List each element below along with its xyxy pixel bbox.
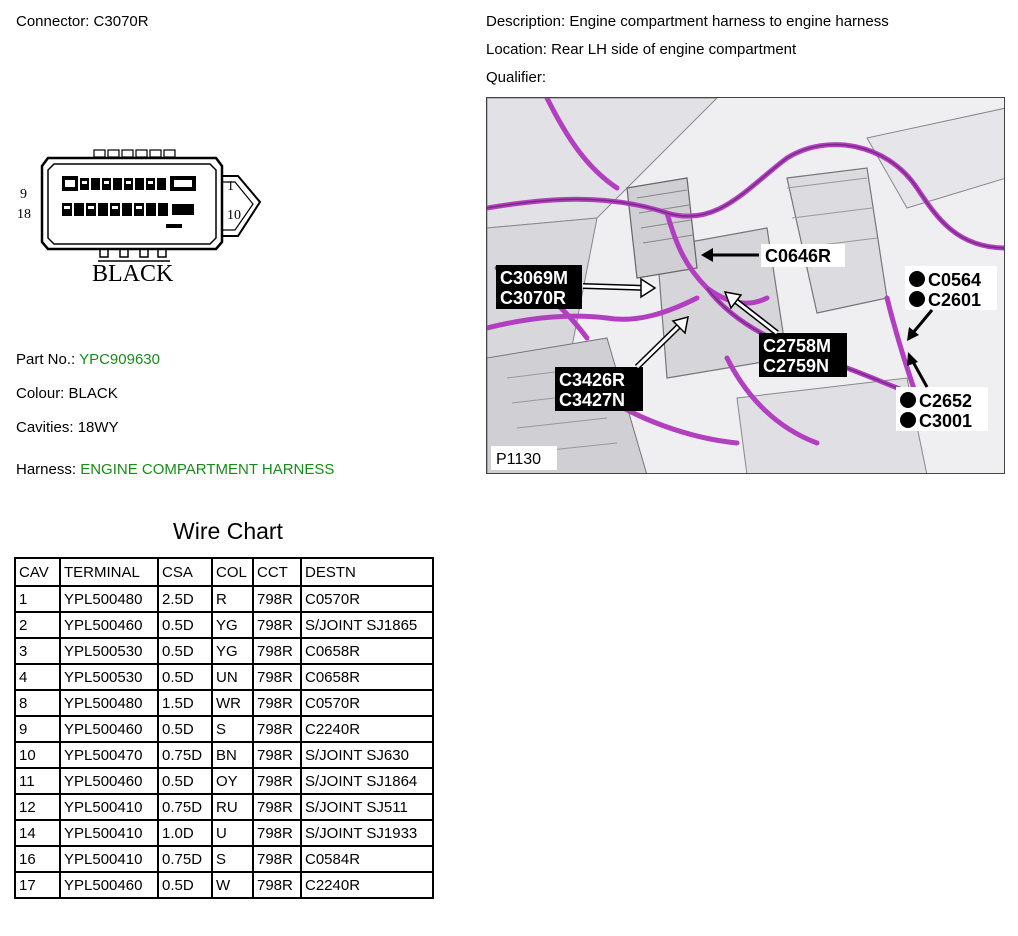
cell-cct: 798R xyxy=(253,612,301,638)
cell-destn: S/JOINT SJ511 xyxy=(301,794,433,820)
cell-destn: C0570R xyxy=(301,586,433,612)
cell-csa: 0.5D xyxy=(158,768,212,794)
cell-destn: S/JOINT SJ1933 xyxy=(301,820,433,846)
cell-cct: 798R xyxy=(253,716,301,742)
cell-col: RU xyxy=(212,794,253,820)
location-label: Location: xyxy=(486,41,547,58)
connector-value: C3070R xyxy=(93,13,149,30)
connector-face-drawing xyxy=(16,146,266,286)
colour-line xyxy=(16,385,118,402)
cell-cav: 3 xyxy=(15,638,60,664)
cell-cct: 798R xyxy=(253,820,301,846)
location-line xyxy=(486,41,796,58)
cell-cav: 11 xyxy=(15,768,60,794)
cell-col: R xyxy=(212,586,253,612)
cavities-value: 18WY xyxy=(77,419,119,436)
cell-terminal: YPL500460 xyxy=(60,768,158,794)
colour-value: BLACK xyxy=(68,385,118,402)
cell-cav: 17 xyxy=(15,872,60,898)
cell-terminal: YPL500410 xyxy=(60,820,158,846)
cell-terminal: YPL500460 xyxy=(60,612,158,638)
cell-csa: 0.5D xyxy=(158,872,212,898)
cell-destn: C0570R xyxy=(301,690,433,716)
callout-c2759n: C2759N xyxy=(763,356,830,376)
cell-terminal: YPL500470 xyxy=(60,742,158,768)
cell-col: OY xyxy=(212,768,253,794)
cell-cct: 798R xyxy=(253,638,301,664)
cell-destn: C0658R xyxy=(301,664,433,690)
cell-cct: 798R xyxy=(253,794,301,820)
cell-destn: C2240R xyxy=(301,872,433,898)
wire-chart-title: Wire Chart xyxy=(173,518,283,544)
col-header-col: COL xyxy=(212,558,253,586)
cell-cav: 14 xyxy=(15,820,60,846)
cell-cav: 9 xyxy=(15,716,60,742)
cell-csa: 0.75D xyxy=(158,794,212,820)
cell-cct: 798R xyxy=(253,872,301,898)
table-row xyxy=(15,742,433,768)
cell-csa: 0.5D xyxy=(158,612,212,638)
cell-terminal: YPL500410 xyxy=(60,794,158,820)
cell-col: U xyxy=(212,820,253,846)
cell-destn: C0658R xyxy=(301,638,433,664)
wire-chart-header-row xyxy=(15,558,433,586)
callout-c0646r: C0646R xyxy=(765,246,832,266)
col-header-cav: CAV xyxy=(15,558,60,586)
callout-c2758m: C2758M xyxy=(763,336,832,356)
part-no-line xyxy=(16,351,160,368)
cell-col: WR xyxy=(212,690,253,716)
harness-link[interactable]: ENGINE COMPARTMENT HARNESS xyxy=(80,461,335,478)
cell-csa: 1.5D xyxy=(158,690,212,716)
cell-col: W xyxy=(212,872,253,898)
table-row xyxy=(15,586,433,612)
cell-col: UN xyxy=(212,664,253,690)
callout-c3069m: C3069M xyxy=(500,268,569,288)
cell-destn: C2240R xyxy=(301,716,433,742)
cell-col: YG xyxy=(212,638,253,664)
cell-terminal: YPL500460 xyxy=(60,872,158,898)
harness-line xyxy=(16,461,334,478)
cell-cav: 16 xyxy=(15,846,60,872)
table-row xyxy=(15,638,433,664)
cell-cav: 2 xyxy=(15,612,60,638)
cell-cct: 798R xyxy=(253,586,301,612)
cell-col: YG xyxy=(212,612,253,638)
cell-destn: S/JOINT SJ1865 xyxy=(301,612,433,638)
cell-csa: 2.5D xyxy=(158,586,212,612)
cell-cct: 798R xyxy=(253,690,301,716)
cell-terminal: YPL500480 xyxy=(60,690,158,716)
connector-line xyxy=(16,13,149,30)
cell-terminal: YPL500530 xyxy=(60,638,158,664)
col-header-csa: CSA xyxy=(158,558,212,586)
table-row xyxy=(15,716,433,742)
callout-c2601: C2601 xyxy=(928,290,982,310)
cell-cct: 798R xyxy=(253,742,301,768)
cell-cct: 798R xyxy=(253,664,301,690)
wire-chart-table xyxy=(14,557,434,899)
description-value: Engine compartment harness to engine harness xyxy=(569,13,889,30)
cell-csa: 0.5D xyxy=(158,664,212,690)
photo-id: P1130 xyxy=(496,451,542,468)
cavities-label: Cavities: xyxy=(16,419,74,436)
cell-cav: 12 xyxy=(15,794,60,820)
cell-csa: 0.5D xyxy=(158,716,212,742)
table-row xyxy=(15,820,433,846)
callout-c3426r: C3426R xyxy=(559,370,626,390)
cell-cav: 8 xyxy=(15,690,60,716)
table-row xyxy=(15,846,433,872)
col-header-destn: DESTN xyxy=(301,558,433,586)
cell-cct: 798R xyxy=(253,846,301,872)
cell-cav: 1 xyxy=(15,586,60,612)
cell-terminal: YPL500410 xyxy=(60,846,158,872)
description-label: Description: xyxy=(486,13,566,30)
callout-c3070r: C3070R xyxy=(500,288,567,308)
cell-csa: 0.75D xyxy=(158,742,212,768)
table-row xyxy=(15,794,433,820)
harness-label: Harness: xyxy=(16,461,77,478)
cell-destn: S/JOINT SJ1864 xyxy=(301,768,433,794)
location-value: Rear LH side of engine compartment xyxy=(551,41,797,58)
colour-label: Colour: xyxy=(16,385,65,402)
cell-destn: C0584R xyxy=(301,846,433,872)
cell-col: S xyxy=(212,846,253,872)
cell-terminal: YPL500530 xyxy=(60,664,158,690)
col-header-terminal: TERMINAL xyxy=(60,558,158,586)
cell-cct: 798R xyxy=(253,768,301,794)
table-row xyxy=(15,612,433,638)
cell-col: BN xyxy=(212,742,253,768)
part-no-label: Part No.: xyxy=(16,351,76,368)
location-photo xyxy=(486,97,1005,474)
description-line xyxy=(486,13,889,30)
pin-label-18: 18 xyxy=(17,207,31,222)
part-no-link[interactable]: YPC909630 xyxy=(79,351,160,368)
pin-label-10: 10 xyxy=(227,208,241,223)
cell-col: S xyxy=(212,716,253,742)
callout-c3001: C3001 xyxy=(919,411,973,431)
connector-label: Connector: xyxy=(16,13,90,30)
table-row xyxy=(15,690,433,716)
table-row xyxy=(15,768,433,794)
col-header-cct: CCT xyxy=(253,558,301,586)
cell-cav: 10 xyxy=(15,742,60,768)
cell-csa: 1.0D xyxy=(158,820,212,846)
qualifier-line xyxy=(486,69,546,86)
cavities-line xyxy=(16,419,119,436)
pin-label-9: 9 xyxy=(20,187,27,202)
table-row xyxy=(15,664,433,690)
callout-c0564: C0564 xyxy=(928,270,982,290)
callout-c3427n: C3427N xyxy=(559,390,626,410)
table-row xyxy=(15,872,433,898)
qualifier-label: Qualifier: xyxy=(486,69,547,86)
callout-c2652: C2652 xyxy=(919,391,973,411)
cell-cav: 4 xyxy=(15,664,60,690)
cell-csa: 0.5D xyxy=(158,638,212,664)
cell-terminal: YPL500460 xyxy=(60,716,158,742)
pin-label-1: 1 xyxy=(227,179,234,194)
cell-destn: S/JOINT SJ630 xyxy=(301,742,433,768)
cell-terminal: YPL500480 xyxy=(60,586,158,612)
connector-colour-caption: BLACK xyxy=(92,261,174,286)
cell-csa: 0.75D xyxy=(158,846,212,872)
